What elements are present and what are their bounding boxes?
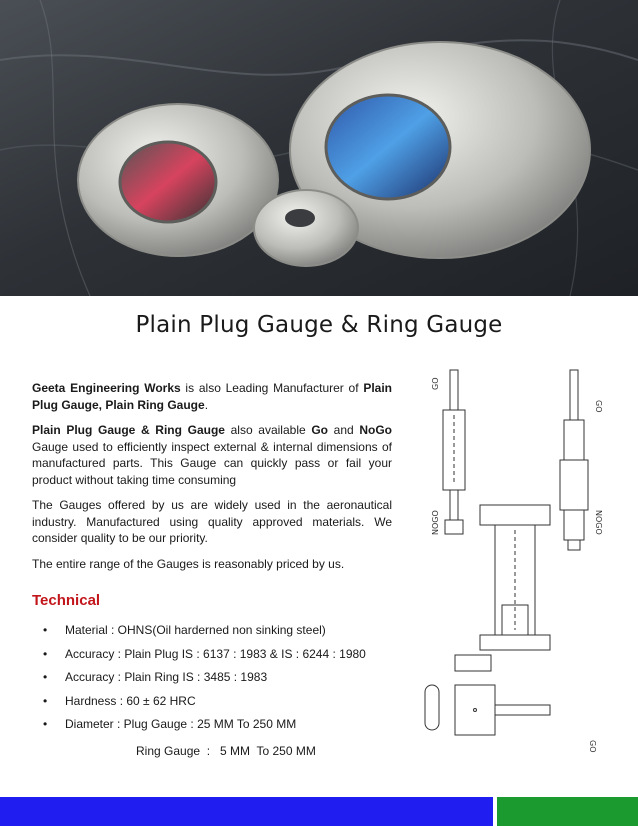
footer-bar-green [497, 797, 638, 826]
spec-item [34, 623, 414, 647]
technical-heading: Technical [32, 592, 101, 609]
gauge-text-1: also available [224, 423, 312, 437]
spec-text: Accuracy : Plain Plug IS : 6137 : 1983 & IS : 6244 : 1980 [65, 646, 366, 661]
description [32, 380, 392, 581]
gauges-photo [0, 0, 638, 296]
spec-text: Hardness : 60 ± 62 HRC [65, 693, 196, 708]
technical-drawing [410, 360, 610, 760]
nogo-label: NoGo [359, 423, 392, 437]
spec-item [34, 717, 414, 741]
spec-text: Accuracy : Plain Ring IS : 3485 : 1983 [65, 670, 268, 684]
hero-photo [0, 0, 638, 296]
spec-text: Material : OHNS(Oil harderned non sinking steel) [65, 623, 326, 637]
drawing-nogo-label-right: NOGO [594, 510, 603, 535]
company-name: Geeta Engineering Works [32, 381, 181, 395]
drawing-go-label-bottom: GO [588, 740, 597, 753]
drawing-nogo-label: NOGO [431, 510, 440, 535]
bullet-icon: • [43, 717, 48, 731]
spec-item [34, 670, 414, 694]
spec-list [34, 623, 414, 741]
intro-text: is also Leading Manufacturer of [180, 381, 364, 395]
spec-item [34, 694, 414, 718]
spec-ring-diameter: Ring Gauge : 5 MM To 250 MM [136, 744, 316, 758]
bullet-icon: • [43, 623, 48, 637]
intro-end: . [204, 397, 209, 412]
aeronautical-paragraph: The Gauges offered by us are widely used in the aeronautical industry. Manufactured using quality approved materials. We consider quality to be our priority. [32, 498, 392, 545]
spec-item [34, 647, 414, 671]
pricing-paragraph: The entire range of the Gauges is reasonably priced by us. [32, 556, 345, 571]
gauge-lead: Plain Plug Gauge & Ring Gauge [32, 423, 225, 437]
bullet-icon: • [43, 670, 48, 684]
product-names: Plain Plug Gauge, Plain Ring Gauge [32, 381, 392, 412]
footer-bar-blue [0, 797, 493, 826]
gauge-text-3: Gauge used to efficiently inspect external & internal dimensions of manufactured parts. This Gauge can quickly pass or fail your product without taking time consuming [32, 439, 392, 487]
bullet-icon: • [43, 646, 48, 661]
intro-paragraph [32, 380, 392, 413]
gauge-drawing [410, 360, 610, 760]
drawing-go-label: GO [431, 377, 440, 390]
gauge-paragraph [32, 422, 392, 488]
bullet-icon: • [43, 693, 48, 708]
drawing-go-label-right: GO [594, 400, 603, 413]
spec-text: Diameter : Plug Gauge : 25 MM To 250 MM [65, 717, 297, 731]
page-title: Plain Plug Gauge & Ring Gauge [135, 312, 503, 338]
gauge-text-2: and [327, 423, 360, 437]
go-label: Go [311, 423, 328, 437]
